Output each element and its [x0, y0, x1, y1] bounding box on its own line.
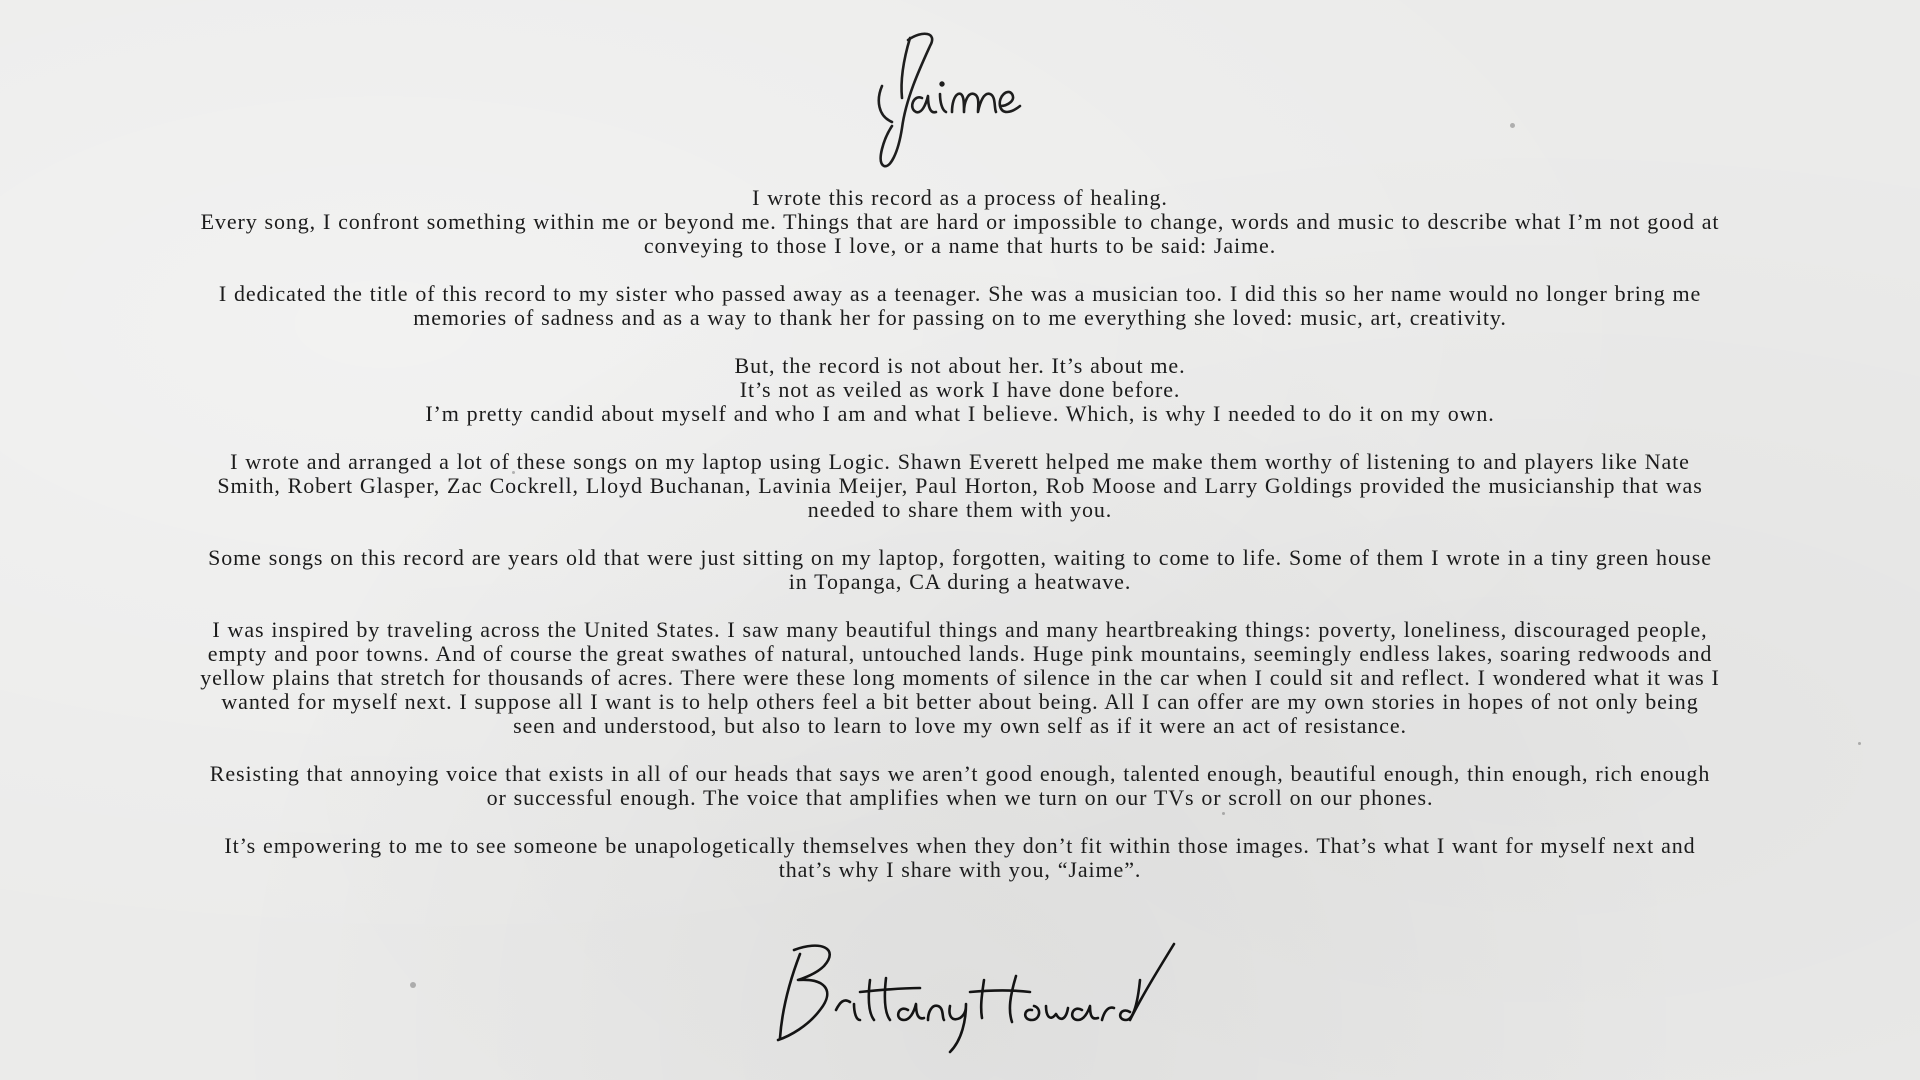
paragraph-line: I wrote and arranged a lot of these songs on my laptop using Logic. Shawn Everett helped me make them worthy of listening to and players like Nate Smith, Robert Glasper, Zac Cockrell, Lloyd Buchanan, Lavinia Meijer, Paul Horton, Rob Moose and Larry Goldings provided the musicianship that was needed to share them with you.	[217, 449, 1703, 522]
paragraph-1	[200, 186, 1720, 258]
signature-icon	[770, 940, 1180, 1058]
paragraph-2	[200, 282, 1720, 330]
letter-body	[200, 186, 1720, 906]
paper-speck	[1858, 742, 1861, 745]
paper-speck	[512, 471, 515, 474]
paragraph-line: But, the record is not about her. It’s about me.	[734, 353, 1186, 378]
paper-speck	[1222, 812, 1225, 815]
paper-speck	[1510, 123, 1515, 128]
paragraph-7	[200, 762, 1720, 810]
paragraph-line: It’s not as veiled as work I have done before.	[739, 377, 1181, 402]
paragraph-line: I dedicated the title of this record to my sister who passed away as a teenager. She was a musician too. I did this so her name would no longer bring me memories of sadness and as a way to thank her for passing on to me everything she loved: music, art, creativity.	[218, 281, 1702, 330]
paragraph-line: Every song, I confront something within me or beyond me. Things that are hard or impossible to change, words and music to describe what I’m not good at conveying to those I love, or a name that hurts to be said: Jaime.	[200, 209, 1720, 258]
paragraph-6	[200, 618, 1720, 738]
paragraph-3	[200, 354, 1720, 426]
paragraph-line: Some songs on this record are years old that were just sitting on my laptop, forgotten, waiting to come to life. Some of them I wrote in a tiny green house in Topanga, CA during a heatwave.	[208, 545, 1712, 594]
paragraph-line: I’m pretty candid about myself and who I am and what I believe. Which, is why I needed to do it on my own.	[425, 401, 1495, 426]
paper-speck	[410, 982, 416, 988]
paragraph-line: I wrote this record as a process of healing.	[752, 185, 1168, 210]
paragraph-line: It’s empowering to me to see someone be unapologetically themselves when they don’t fit within those images. That’s what I want for myself next and that’s why I share with you, “Jaime”.	[224, 833, 1696, 882]
paragraph-line: Resisting that annoying voice that exists in all of our heads that says we aren’t good enough, talented enough, beautiful enough, thin enough, rich enough or successful enough. The voice that amplifies when we turn on our TVs or scroll on our phones.	[209, 761, 1711, 810]
paragraph-5	[200, 546, 1720, 594]
title-script-icon	[870, 28, 1080, 178]
paragraph-line: I was inspired by traveling across the United States. I saw many beautiful things and many heartbreaking things: poverty, loneliness, discouraged people, empty and poor towns. And of course the great swathes of natural, untouched lands. Huge pink mountains, seemingly endless lakes, soaring redwoods and yellow plains that stretch for thousands of acres. There were these long moments of silence in the car when I could sit and reflect. I wondered what it was I wanted for myself next. I suppose all I want is to help others feel a bit better about being. All I can offer are my own stories in hopes of not only being seen and understood, but also to learn to love my own self as if it were an act of resistance.	[200, 617, 1720, 738]
paragraph-4	[200, 450, 1720, 522]
paragraph-8	[200, 834, 1720, 882]
